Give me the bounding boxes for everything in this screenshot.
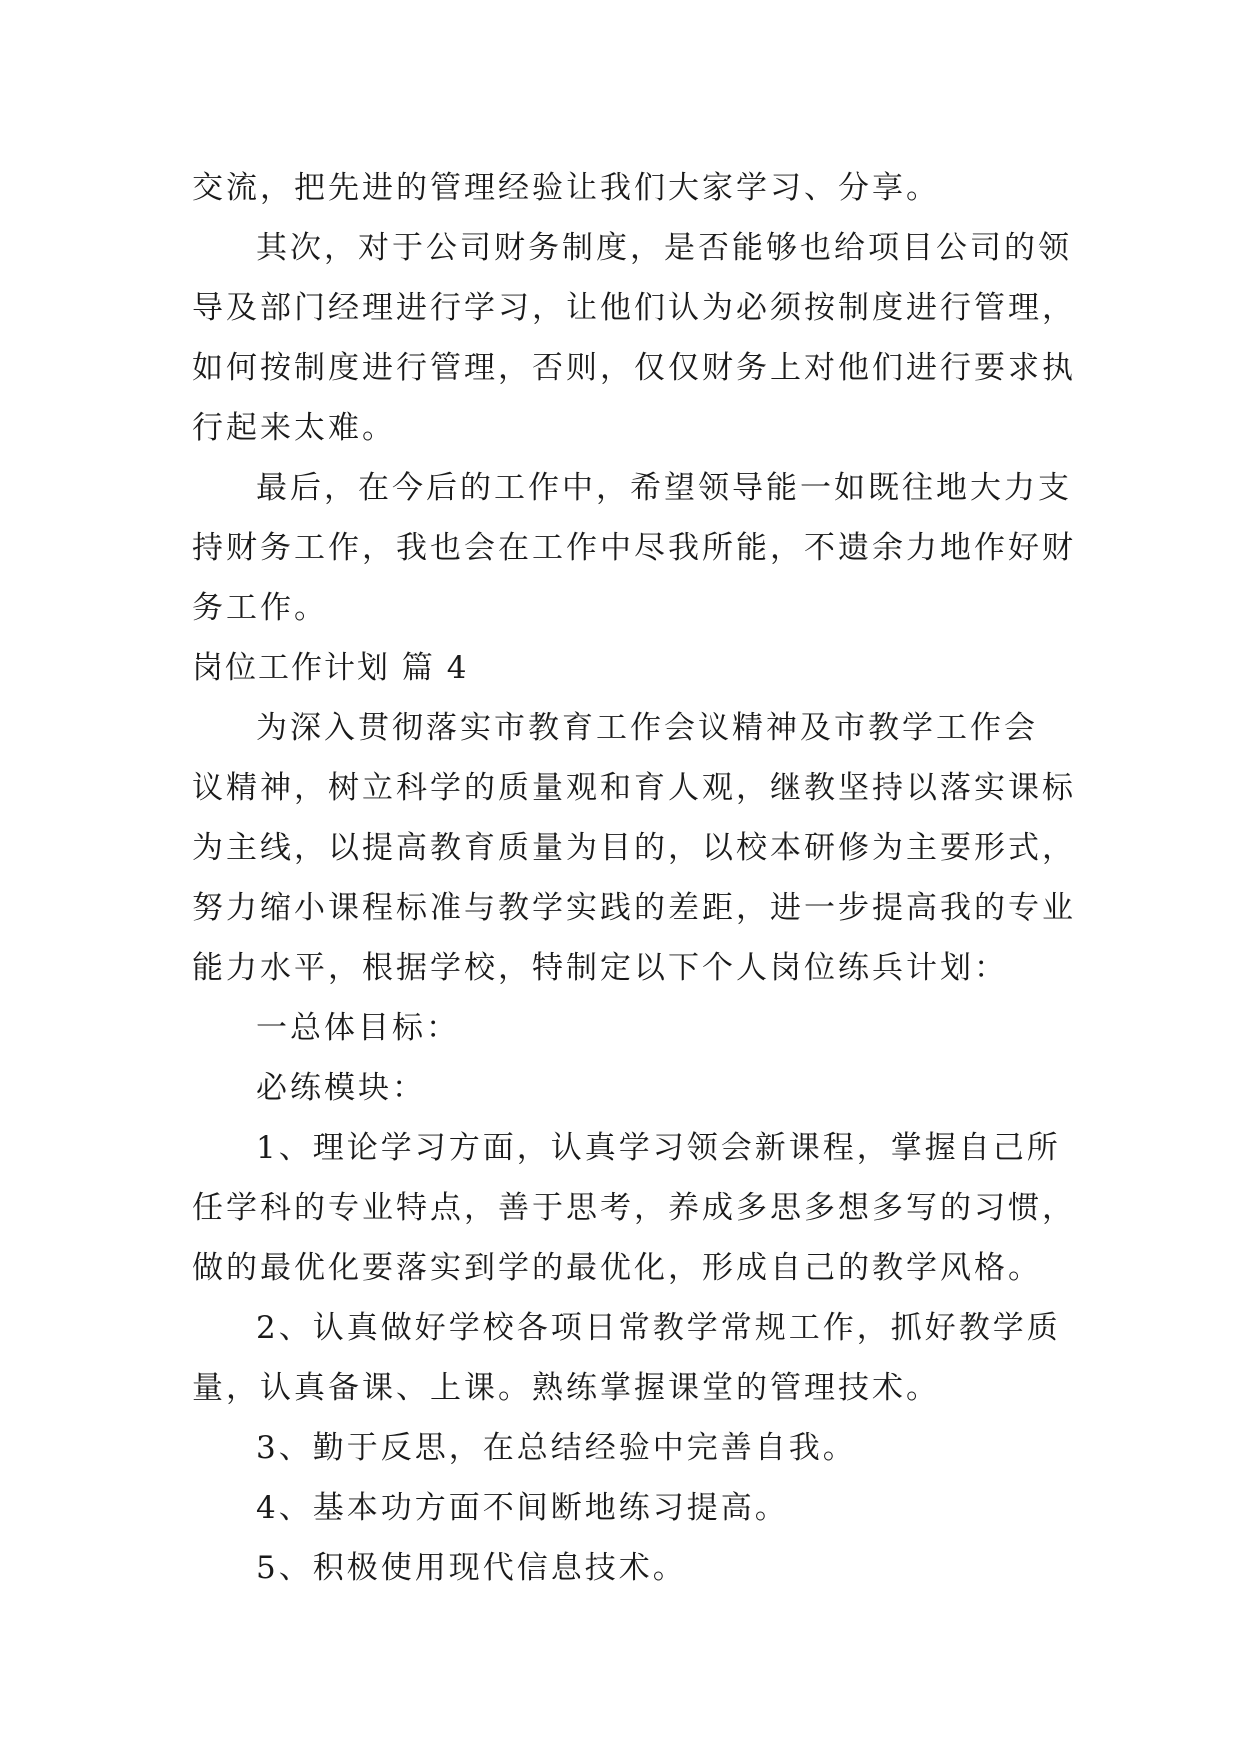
text-line: 持财务工作，我也会在工作中尽我所能，不遗余力地作好财 xyxy=(192,530,1076,566)
paragraph-start-line: 最后，在今后的工作中，希望领导能一如既往地大力支 xyxy=(256,470,1072,506)
text-line: 能力水平，根据学校，特制定以下个人岗位练兵计划： xyxy=(192,950,1008,986)
section-heading: 岗位工作计划 篇 4 xyxy=(192,650,469,686)
paragraph-start-line: 为深入贯彻落实市教育工作会议精神及市教学工作会 xyxy=(256,710,1038,746)
list-item-start: 2、认真做好学校各项日常教学常规工作，抓好教学质 xyxy=(256,1310,1061,1346)
text-line: 议精神，树立科学的质量观和育人观，继教坚持以落实课标 xyxy=(192,770,1076,806)
subheading-line: 必练模块： xyxy=(256,1070,426,1106)
text-line: 务工作。 xyxy=(192,590,328,626)
list-item-start: 5、积极使用现代信息技术。 xyxy=(256,1550,687,1586)
text-line: 为主线，以提高教育质量为目的，以校本研修为主要形式， xyxy=(192,830,1076,866)
subheading-line: 一总体目标： xyxy=(256,1010,460,1046)
text-line: 导及部门经理进行学习，让他们认为必须按制度进行管理， xyxy=(192,290,1076,326)
list-item-start: 3、勤于反思，在总结经验中完善自我。 xyxy=(256,1430,857,1466)
document-page xyxy=(192,158,1076,1598)
text-line: 交流，把先进的管理经验让我们大家学习、分享。 xyxy=(192,170,940,206)
text-line: 努力缩小课程标准与教学实践的差距，进一步提高我的专业 xyxy=(192,890,1076,926)
text-line: 量，认真备课、上课。熟练掌握课堂的管理技术。 xyxy=(192,1370,940,1406)
text-line: 任学科的专业特点，善于思考，养成多思多想多写的习惯， xyxy=(192,1190,1076,1226)
paragraph-start-line: 其次，对于公司财务制度，是否能够也给项目公司的领 xyxy=(256,230,1072,266)
text-line: 做的最优化要落实到学的最优化，形成自己的教学风格。 xyxy=(192,1250,1042,1286)
text-line: 如何按制度进行管理，否则，仅仅财务上对他们进行要求执 xyxy=(192,350,1076,386)
text-line: 行起来太难。 xyxy=(192,410,396,446)
list-item-start: 4、基本功方面不间断地练习提高。 xyxy=(256,1490,789,1526)
list-item-start: 1、理论学习方面，认真学习领会新课程，掌握自己所 xyxy=(256,1130,1061,1166)
